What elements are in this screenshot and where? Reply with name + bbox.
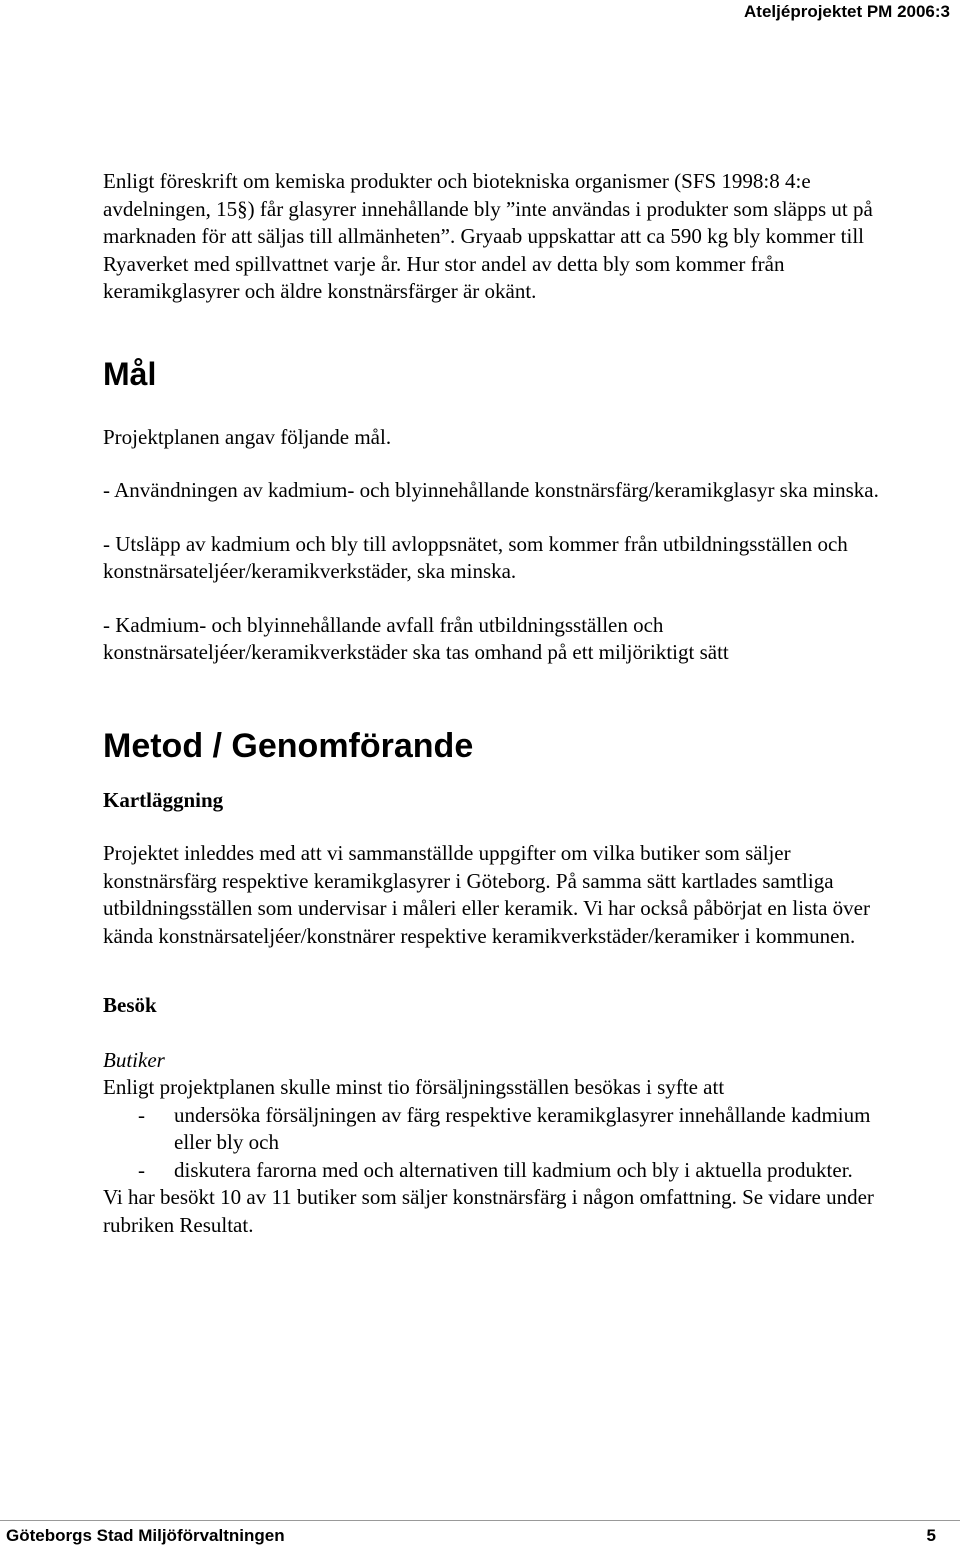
goal-item: - Kadmium- och blyinnehållande avfall från utbildningsställen och konstnärsateljéer/keramikverkstäder ska tas omhand på ett miljöriktigt sätt bbox=[103, 612, 729, 664]
section-heading-metod: Metod / Genomförande bbox=[103, 726, 474, 765]
butiker-lead: Enligt projektplanen skulle minst tio försäljningsställen besökas i syfte att bbox=[103, 1075, 725, 1099]
page-content bbox=[103, 168, 883, 1239]
footer-divider bbox=[0, 1520, 960, 1521]
footer-organization: Göteborgs Stad Miljöförvaltningen bbox=[6, 1526, 285, 1545]
goal-item: - Användningen av kadmium- och blyinnehållande konstnärsfärg/keramikglasyr ska minska. bbox=[103, 478, 879, 502]
section-heading-mal: Mål bbox=[103, 355, 157, 392]
list-item-text: diskutera farorna med och alternativen till kadmium och bly i aktuella produkter. bbox=[174, 1157, 853, 1182]
subheading-besok: Besök bbox=[103, 993, 157, 1017]
dash-marker: - bbox=[138, 1157, 145, 1182]
dash-marker: - bbox=[138, 1102, 145, 1127]
subheading-butiker: Butiker bbox=[103, 1047, 165, 1072]
running-header: Ateljéprojektet PM 2006:3 bbox=[744, 2, 950, 21]
goal-item: - Utsläpp av kadmium och bly till avloppsnätet, som kommer från utbildningsställen och konstnärsateljéer/keramikverkstäder, ska minska. bbox=[103, 531, 848, 583]
intro-paragraph: Enligt föreskrift om kemiska produkter och biotekniska organismer (SFS 1998:8 4:e avdelningen, 15§) får glasyrer innehållande bly ”inte användas i produkter som släpps ut på marknaden för att säljas till allmänheten”. Gryaab uppskattar att ca 590 kg bly kommer till Ryaverket med spillvattnet varje år. Hur stor andel av detta bly som kommer från keramikglasyrer och äldre konstnärsfärger är okänt. bbox=[103, 169, 873, 303]
subheading-kartlaggning: Kartläggning bbox=[103, 787, 224, 812]
list-item bbox=[103, 1102, 883, 1157]
goals-lead: Projektplanen angav följande mål. bbox=[103, 424, 392, 449]
list-item bbox=[103, 1157, 883, 1185]
kartlaggning-paragraph: Projektet inleddes med att vi sammanställde uppgifter om vilka butiker som säljer konstnärsfärg respektive keramikglasyrer i Göteborg. På samma sätt kartlades samtliga utbildningsställen som undervisar i måleri eller keramik. Vi har också påbörjat en lista över kända konstnärsateljéer/konstnärer respektive keramikverkstäder/keramiker i kommunen. bbox=[103, 841, 870, 948]
butiker-closing: Vi har besökt 10 av 11 butiker som säljer konstnärsfärg i någon omfattning. Se vidare under rubriken Resultat. bbox=[103, 1185, 874, 1237]
list-item-text: undersöka försäljningen av färg respektive keramikglasyrer innehållande kadmium eller bly och bbox=[174, 1102, 871, 1154]
page-number: 5 bbox=[926, 1526, 936, 1545]
butiker-list bbox=[103, 1102, 883, 1185]
